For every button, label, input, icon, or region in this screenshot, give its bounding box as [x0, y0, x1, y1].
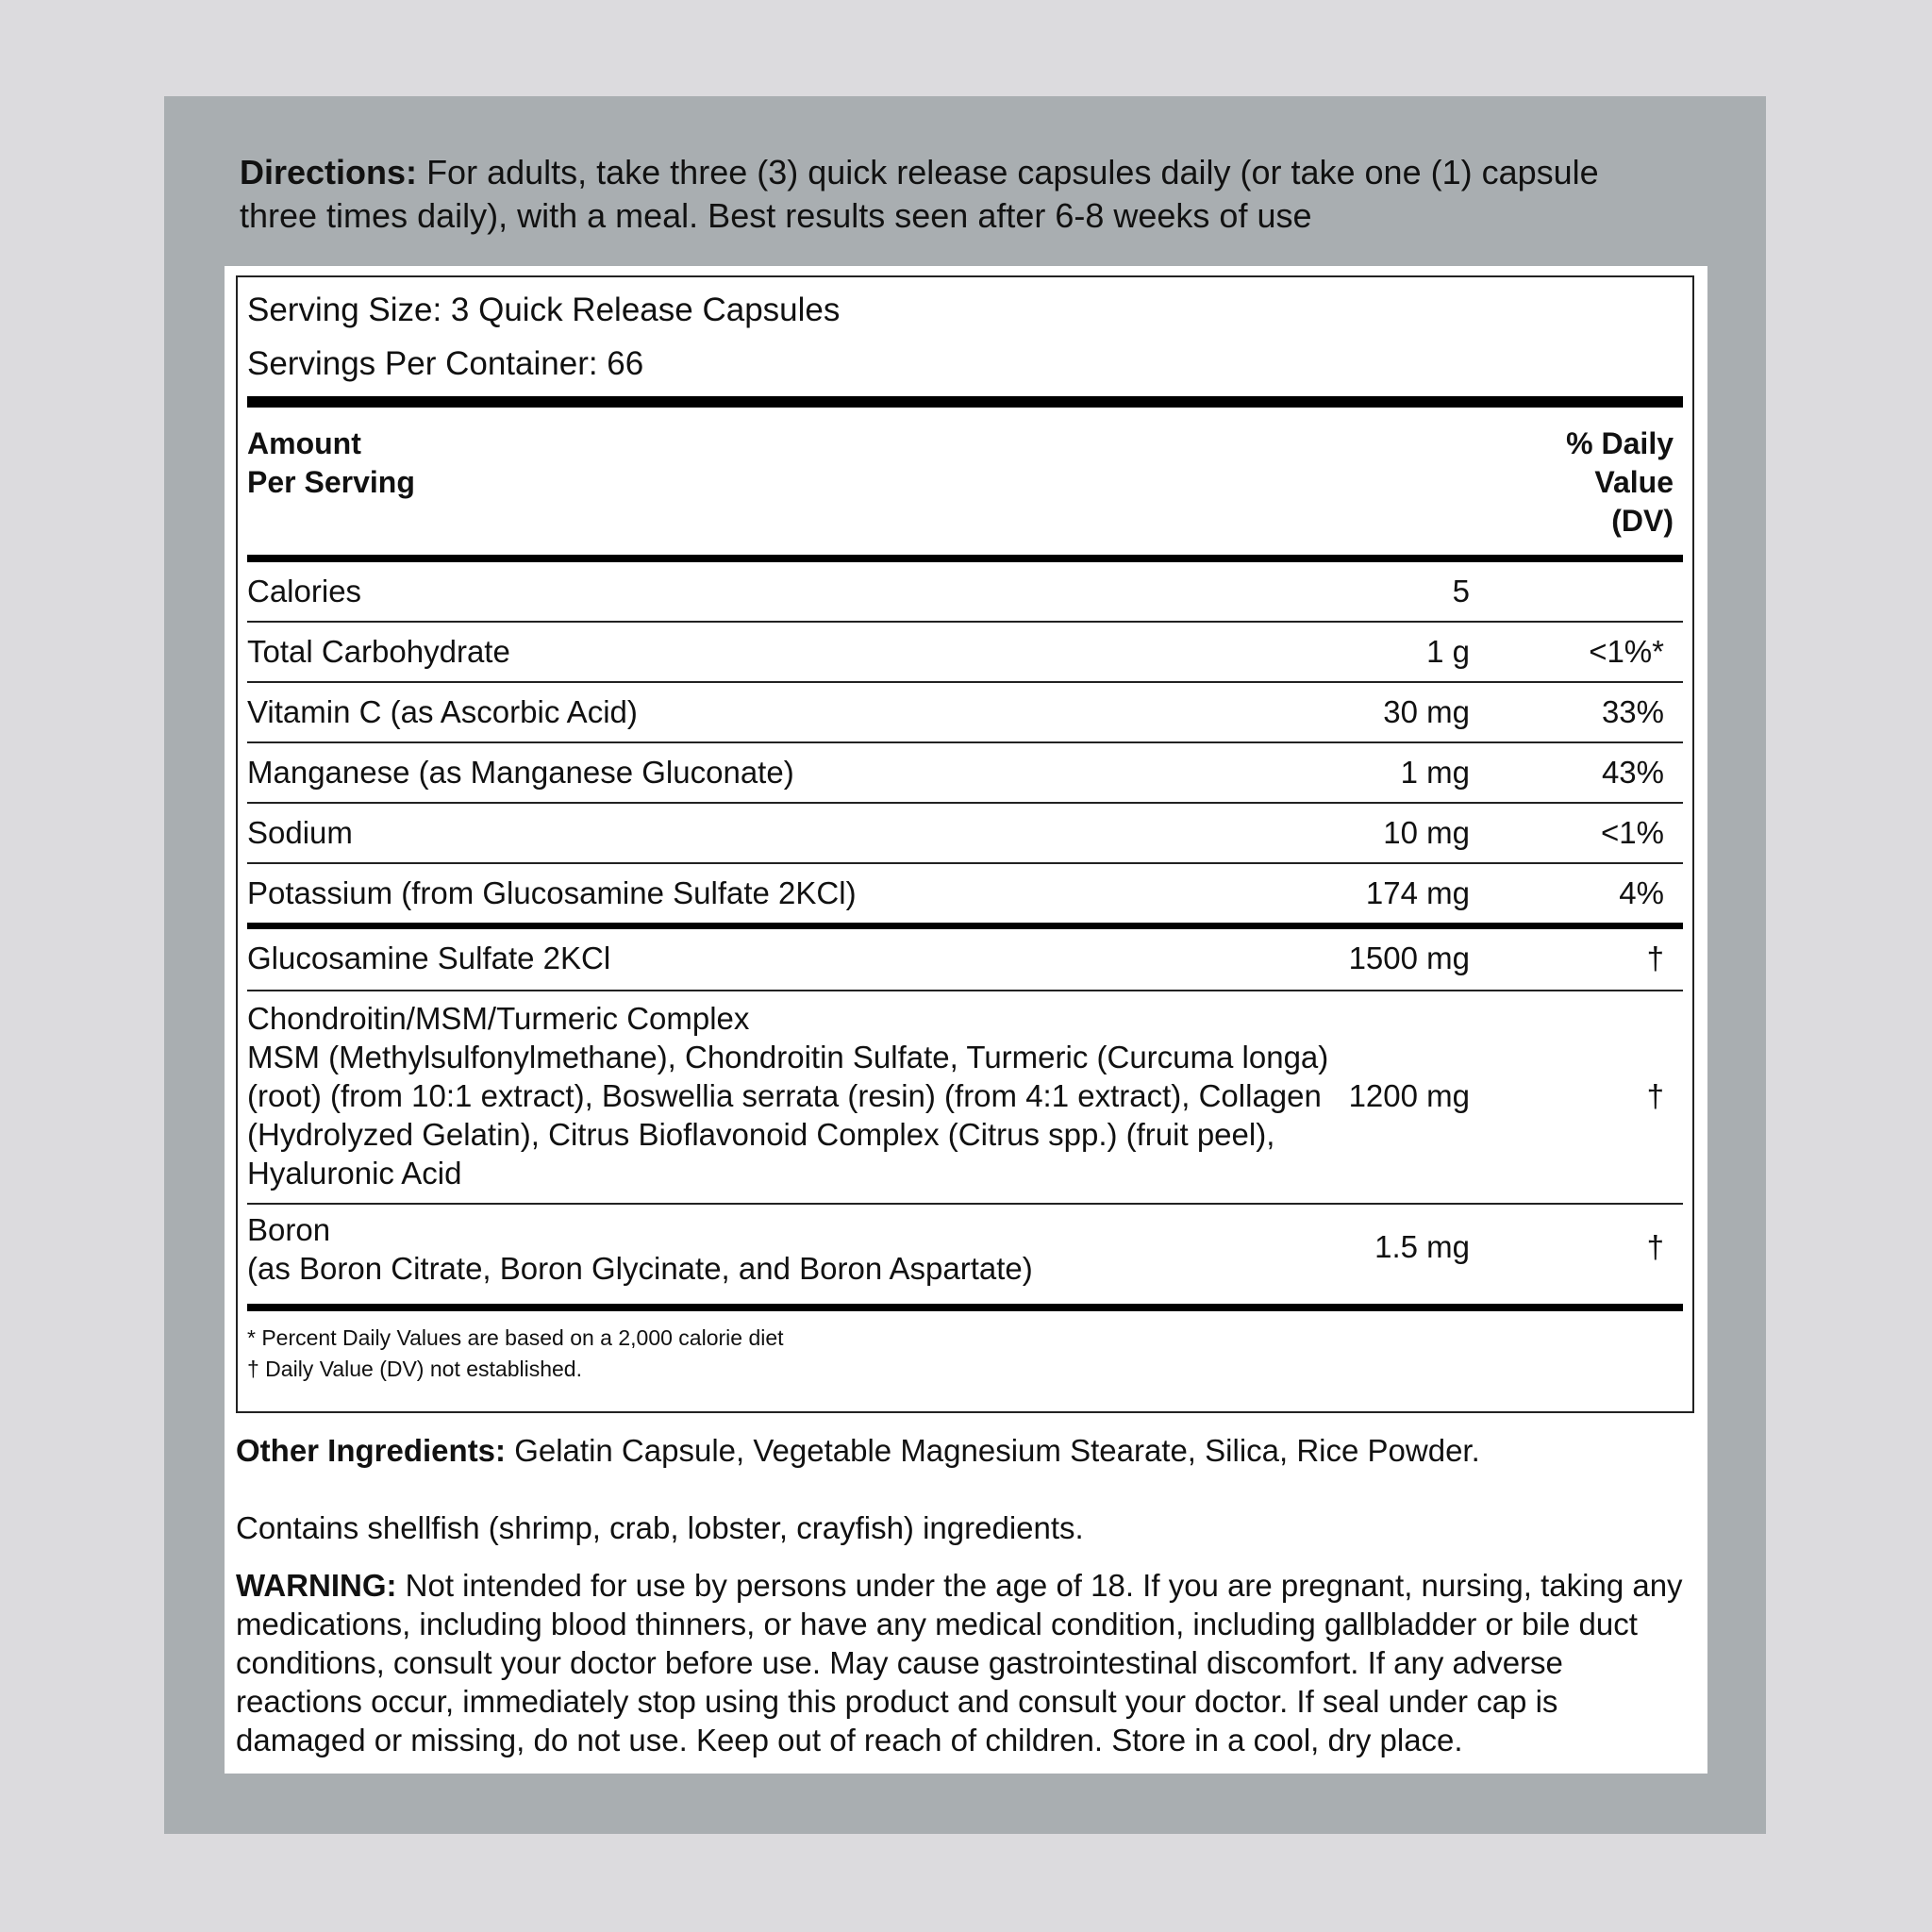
- ingredient-amount: 1500 mg: [1348, 941, 1470, 975]
- header-amount: Amount: [247, 426, 361, 460]
- ingredient-dv: †: [1646, 1078, 1664, 1113]
- table-row: [247, 864, 1683, 923]
- warning-label: WARNING:: [236, 1568, 397, 1603]
- nutrient-name: Total Carbohydrate: [247, 634, 510, 669]
- nutrient-amount: 5: [1452, 574, 1470, 608]
- ingredient-name: Boron: [247, 1212, 331, 1247]
- footnote-dv-not-established: † Daily Value (DV) not established.: [247, 1357, 582, 1381]
- table-row: [247, 623, 1683, 683]
- thick-divider: [247, 396, 1683, 408]
- table-row: [247, 562, 1683, 623]
- ingredient-detail: MSM (Methylsulfonylmethane), Chondroitin Sulfate, Turmeric (Curcuma longa): [247, 1040, 1329, 1074]
- header-dv: (DV): [1611, 504, 1674, 538]
- footnotes: [247, 1323, 784, 1385]
- directions-label: Directions:: [240, 153, 418, 192]
- table-row: [247, 804, 1683, 864]
- ingredient-detail: (root) (from 10:1 extract), Boswellia serrata (resin) (from 4:1 extract), Collagen: [247, 1078, 1322, 1113]
- table-row: [247, 929, 1683, 991]
- nutrient-amount: 174 mg: [1365, 875, 1470, 910]
- nutrient-dv: <1%*: [1589, 634, 1664, 669]
- table-header: [247, 425, 1683, 557]
- allergen-statement: Contains shellfish (shrimp, crab, lobster, crayfish) ingredients.: [236, 1510, 1084, 1545]
- supplement-facts-table: [236, 275, 1694, 1413]
- nutrient-amount: 30 mg: [1383, 694, 1470, 729]
- footnote-percent-dv: * Percent Daily Values are based on a 2,000 calorie diet: [247, 1325, 784, 1350]
- header-daily: % Daily: [1566, 426, 1674, 460]
- table-row: [247, 991, 1683, 1205]
- directions-body: For adults, take three (3) quick release capsules daily (or take one (1) capsule three times daily), with a meal. Best results seen after 6-8 weeks of use: [240, 153, 1599, 235]
- other-ingredients-text: Gelatin Capsule, Vegetable Magnesium Stearate, Silica, Rice Powder.: [514, 1433, 1480, 1468]
- section-divider: [247, 923, 1683, 929]
- table-row: [247, 743, 1683, 804]
- other-ingredients: [236, 1430, 1689, 1472]
- table-row: [247, 1205, 1683, 1297]
- ingredient-detail: (Hydrolyzed Gelatin), Citrus Bioflavonoid Complex (Citrus spp.) (fruit peel),: [247, 1117, 1275, 1152]
- nutrient-amount: 1 mg: [1400, 755, 1470, 790]
- nutrient-dv: 4%: [1619, 875, 1664, 910]
- ingredient-name: Glucosamine Sulfate 2KCl: [247, 941, 611, 975]
- nutrient-dv: 33%: [1601, 694, 1664, 729]
- serving-size: Serving Size: 3 Quick Release Capsules: [247, 291, 841, 328]
- nutrient-name: Sodium: [247, 815, 353, 850]
- nutrient-name: Vitamin C (as Ascorbic Acid): [247, 694, 638, 729]
- nutrient-dv: <1%: [1601, 815, 1664, 850]
- ingredient-detail: Hyaluronic Acid: [247, 1156, 462, 1191]
- nutrient-amount: 1 g: [1426, 634, 1470, 669]
- warning-text: [236, 1566, 1689, 1759]
- ingredient-amount: 1200 mg: [1348, 1078, 1470, 1113]
- ingredient-detail: (as Boron Citrate, Boron Glycinate, and Boron Aspartate): [247, 1251, 1033, 1286]
- other-ingredients-label: Other Ingredients:: [236, 1433, 507, 1468]
- servings-per-container: Servings Per Container: 66: [247, 345, 644, 382]
- ingredient-dv: †: [1646, 1229, 1664, 1264]
- ingredient-name: Chondroitin/MSM/Turmeric Complex: [247, 1001, 750, 1036]
- nutrient-amount: 10 mg: [1383, 815, 1470, 850]
- nutrient-dv: 43%: [1601, 755, 1664, 790]
- header-per-serving: Per Serving: [247, 465, 415, 499]
- bottom-divider: [247, 1304, 1683, 1311]
- nutrient-name: Manganese (as Manganese Gluconate): [247, 755, 794, 790]
- nutrient-name: Potassium (from Glucosamine Sulfate 2KCl): [247, 875, 857, 910]
- ingredient-dv: †: [1646, 941, 1664, 975]
- ingredient-amount: 1.5 mg: [1374, 1229, 1470, 1264]
- directions-text: [240, 151, 1683, 238]
- header-value: Value: [1594, 465, 1674, 499]
- nutrient-name: Calories: [247, 574, 362, 608]
- header-divider: [247, 555, 1683, 562]
- table-row: [247, 683, 1683, 743]
- warning-body: Not intended for use by persons under the age of 18. If you are pregnant, nursing, taking any medications, including blood thinners, or have any medical condition, including gallbladder or bile duct conditions, consult your doctor before use. May cause gastrointestinal discomfort. If any adverse reactions occur, immediately stop using this product and consult your doctor. If seal under cap is damaged or missing, do not use. Keep out of reach of children. Store in a cool, dry place.: [236, 1568, 1683, 1757]
